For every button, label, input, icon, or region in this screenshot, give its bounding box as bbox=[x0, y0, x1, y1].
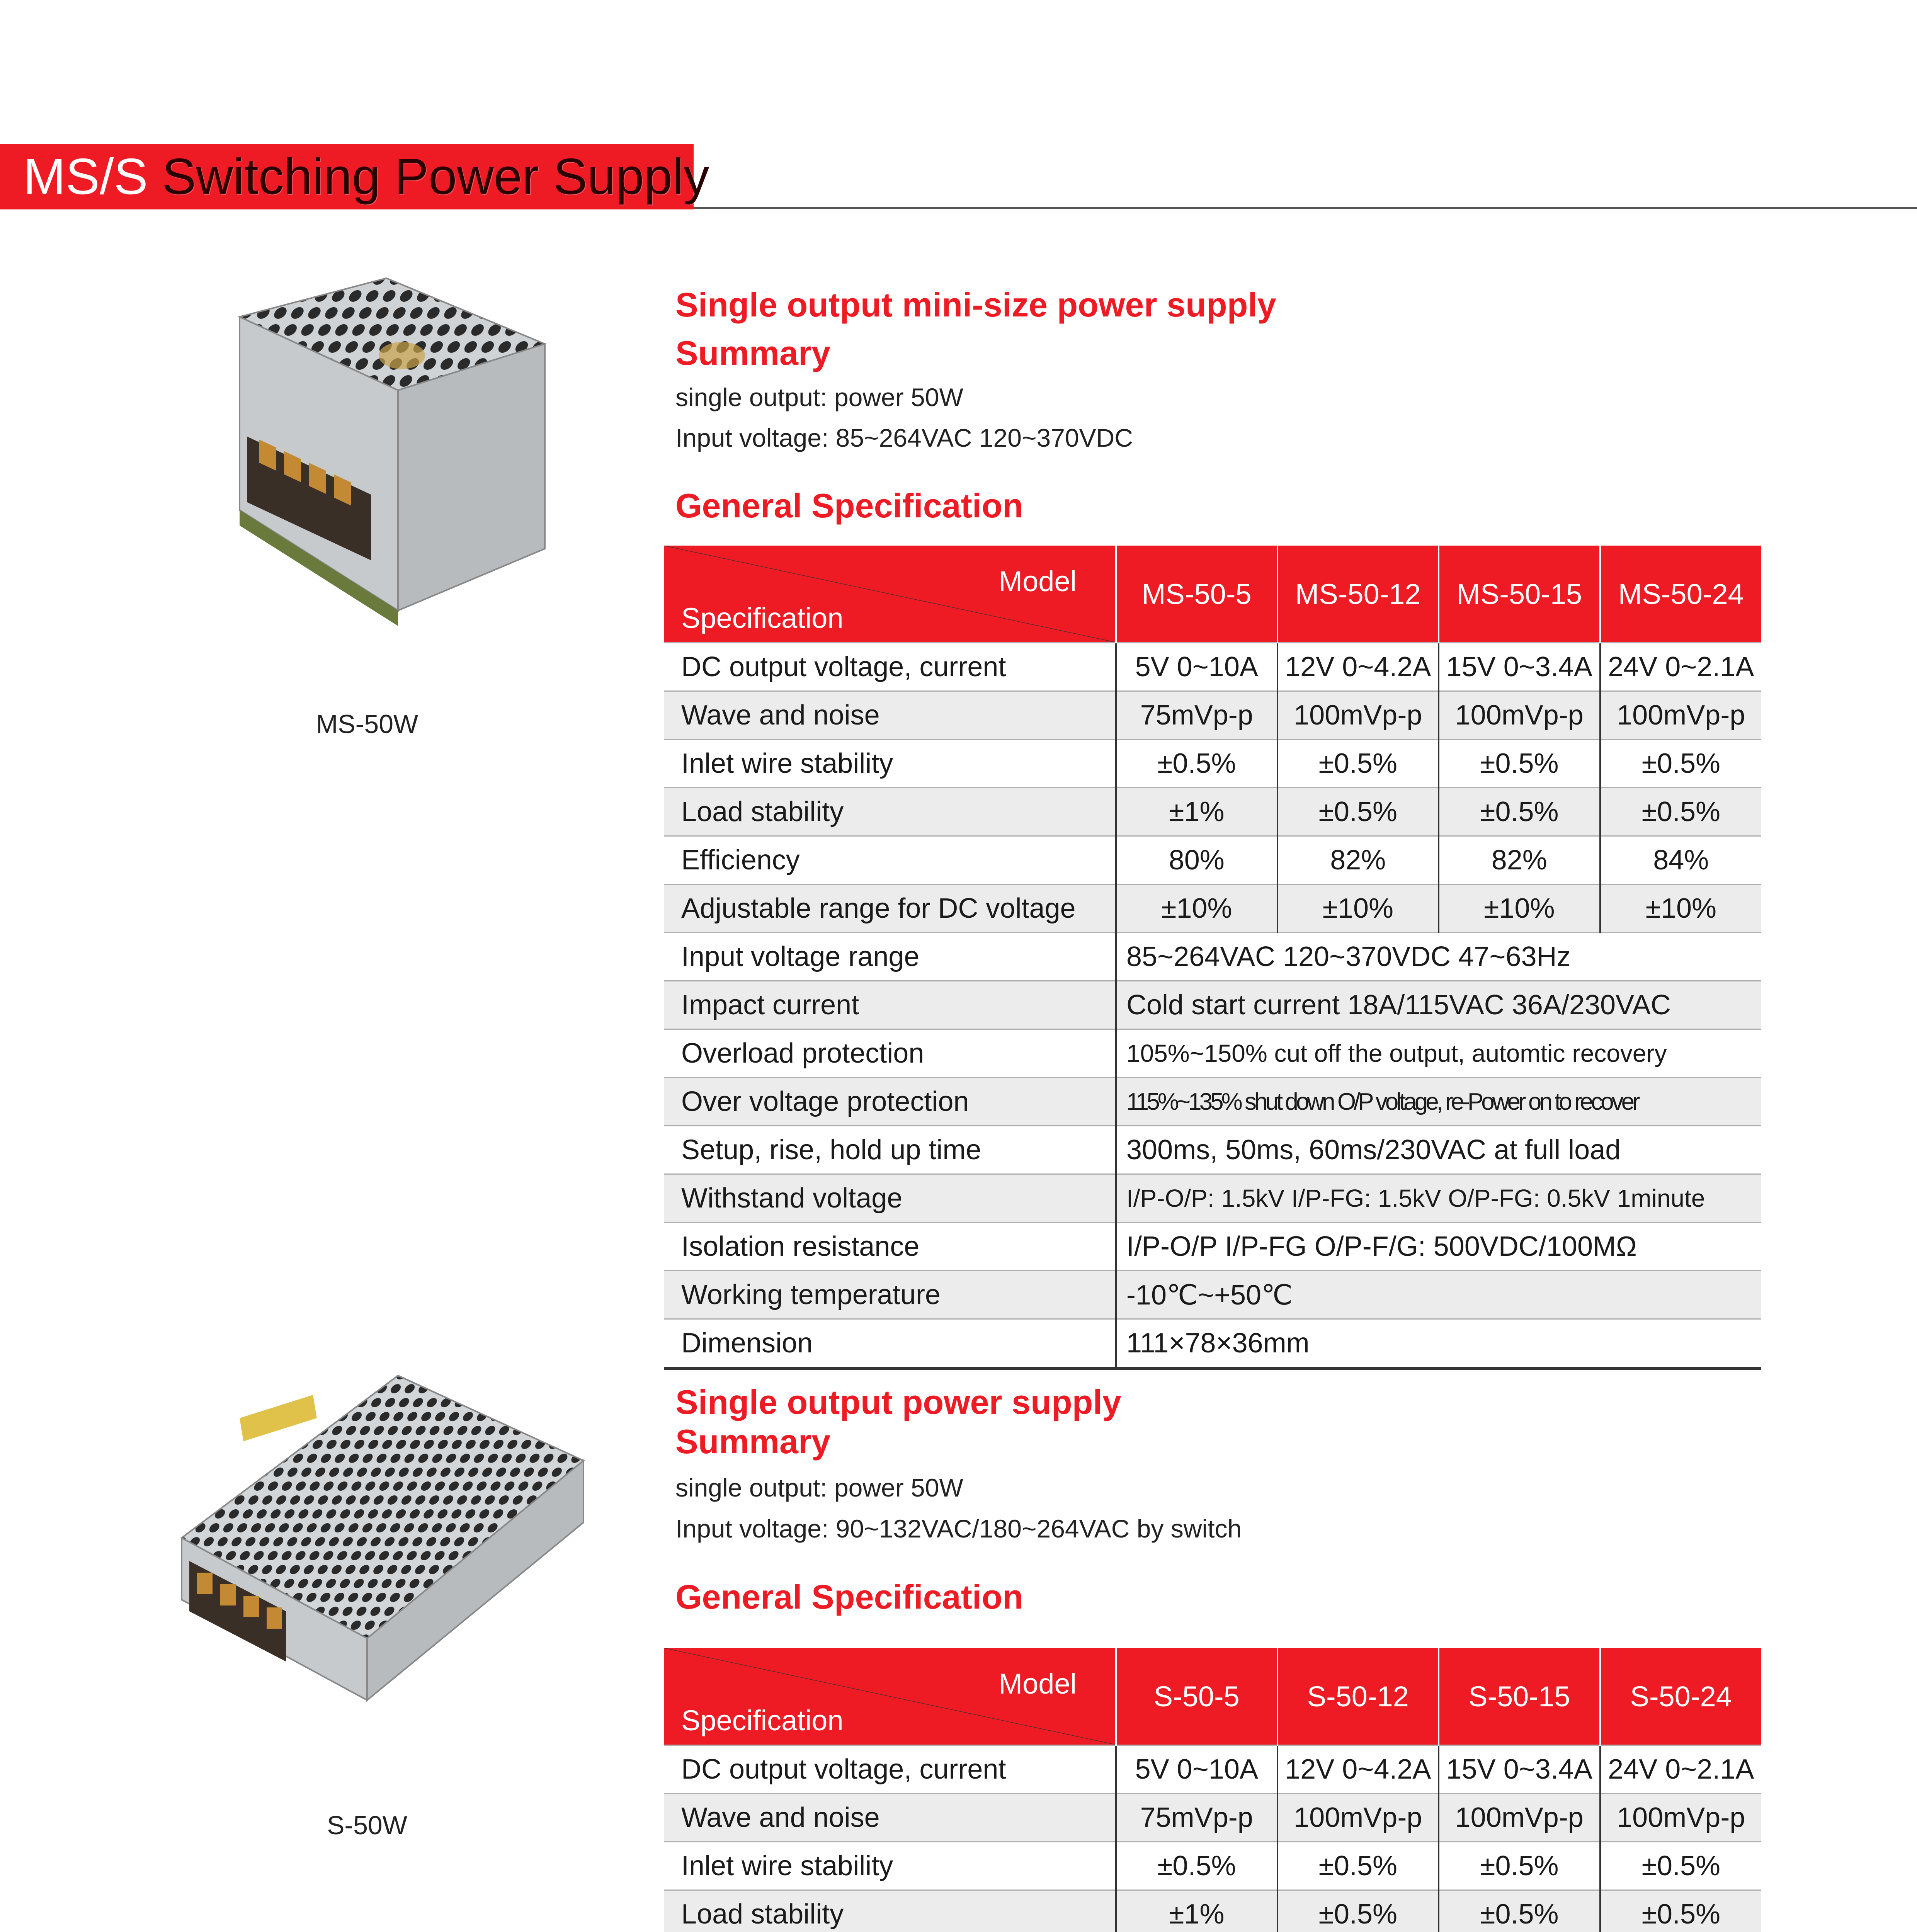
cell-value: ±0.5% bbox=[1116, 740, 1277, 788]
model-header: S-50-15 bbox=[1439, 1648, 1600, 1745]
cell-value: 12V 0~4.2A bbox=[1277, 1745, 1439, 1794]
ms-section-heading: Single output mini-size power supply bbox=[675, 286, 1276, 324]
cell-value: 100mVp-p bbox=[1600, 1794, 1762, 1842]
s-50w-product-image bbox=[147, 1368, 591, 1708]
cell-value: 100mVp-p bbox=[1600, 691, 1762, 740]
cell-value: 105%~150% cut off the output, automtic recovery bbox=[1116, 1029, 1761, 1078]
table-row bbox=[664, 1319, 1761, 1369]
row-label: DC output voltage, current bbox=[664, 1745, 1116, 1794]
cell-value: ±0.5% bbox=[1439, 1842, 1600, 1890]
cell-value: 82% bbox=[1439, 836, 1600, 884]
cell-value: 111×78×36mm bbox=[1116, 1319, 1761, 1369]
table-row bbox=[664, 1271, 1761, 1319]
cell-value: ±1% bbox=[1116, 1890, 1277, 1932]
row-label: Impact current bbox=[664, 981, 1116, 1029]
table-row bbox=[664, 884, 1761, 933]
row-label: Isolation resistance bbox=[664, 1223, 1116, 1271]
cell-value: ±0.5% bbox=[1439, 740, 1600, 788]
cell-value: 115%~135% shut down O/P voltage, re-Power on to recover bbox=[1116, 1078, 1761, 1126]
cell-value: 15V 0~3.4A bbox=[1439, 643, 1600, 691]
row-label: Over voltage protection bbox=[664, 1078, 1116, 1126]
cell-value: 85~264VAC 120~370VDC 47~63Hz bbox=[1116, 933, 1761, 981]
table-row bbox=[664, 1794, 1761, 1842]
table-row bbox=[664, 836, 1761, 884]
cell-value: -10℃~+50℃ bbox=[1116, 1271, 1761, 1319]
table-row bbox=[664, 1029, 1761, 1078]
cell-value: ±0.5% bbox=[1277, 788, 1439, 836]
model-header: S-50-12 bbox=[1277, 1648, 1439, 1745]
table-row bbox=[664, 1078, 1761, 1126]
ms-summary-title: Summary bbox=[675, 334, 831, 372]
row-label: Wave and noise bbox=[664, 691, 1116, 740]
cell-value: ±0.5% bbox=[1439, 1890, 1600, 1932]
cell-value: ±10% bbox=[1116, 884, 1277, 933]
ms-50w-label: MS-50W bbox=[316, 709, 418, 739]
header-model-label: Model bbox=[998, 565, 1077, 597]
row-label: Setup, rise, hold up time bbox=[664, 1126, 1116, 1174]
cell-value: 100mVp-p bbox=[1277, 1794, 1439, 1842]
table-header-row bbox=[664, 546, 1761, 643]
cell-value: ±0.5% bbox=[1277, 1842, 1439, 1890]
cell-value: ±0.5% bbox=[1600, 788, 1762, 836]
cell-value: Cold start current 18A/115VAC 36A/230VAC bbox=[1116, 981, 1761, 1029]
cell-value: 100mVp-p bbox=[1439, 1794, 1600, 1842]
header-model-label: Model bbox=[998, 1668, 1077, 1700]
row-label: Load stability bbox=[664, 1890, 1116, 1932]
cell-value: 5V 0~10A bbox=[1116, 1745, 1277, 1794]
row-label: Withstand voltage bbox=[664, 1174, 1116, 1223]
table-row bbox=[664, 1223, 1761, 1271]
model-header: S-50-5 bbox=[1116, 1648, 1277, 1745]
s-summary-line: Input voltage: 90~132VAC/180~264VAC by switch bbox=[675, 1514, 1242, 1543]
ms-spec-title: General Specification bbox=[675, 486, 1023, 525]
banner-rule bbox=[694, 207, 1917, 209]
table-row bbox=[664, 1126, 1761, 1174]
table-row bbox=[664, 981, 1761, 1029]
header-corner-cell bbox=[664, 546, 1116, 643]
table-row bbox=[664, 740, 1761, 788]
table-row bbox=[664, 1842, 1761, 1890]
page-banner bbox=[0, 144, 709, 209]
row-label: Load stability bbox=[664, 788, 1116, 836]
cell-value: 100mVp-p bbox=[1439, 691, 1600, 740]
row-label: Inlet wire stability bbox=[664, 740, 1116, 788]
cell-value: ±0.5% bbox=[1600, 1890, 1762, 1932]
cell-value: 300ms, 50ms, 60ms/230VAC at full load bbox=[1116, 1126, 1761, 1174]
row-label: Wave and noise bbox=[664, 1794, 1116, 1842]
model-header: S-50-24 bbox=[1600, 1648, 1762, 1745]
cell-value: ±1% bbox=[1116, 788, 1277, 836]
banner-prefix: MS/S bbox=[23, 148, 148, 205]
cell-value: 15V 0~3.4A bbox=[1439, 1745, 1600, 1794]
table-row bbox=[664, 1174, 1761, 1223]
header-spec-label: Specification bbox=[681, 1704, 844, 1736]
table-row bbox=[664, 788, 1761, 836]
cell-value: I/P-O/P I/P-FG O/P-F/G: 500VDC/100MΩ bbox=[1116, 1223, 1761, 1271]
cell-value: ±10% bbox=[1600, 884, 1762, 933]
table-row bbox=[664, 1745, 1761, 1794]
cell-value: 100mVp-p bbox=[1277, 691, 1439, 740]
row-label: Overload protection bbox=[664, 1029, 1116, 1078]
s-50w-label: S-50W bbox=[327, 1811, 407, 1840]
cell-value: 84% bbox=[1600, 836, 1762, 884]
table-header-row bbox=[664, 1648, 1761, 1745]
row-label: Inlet wire stability bbox=[664, 1842, 1116, 1890]
model-header: MS-50-15 bbox=[1439, 546, 1600, 643]
ms-summary-line: single output: power 50W bbox=[675, 383, 963, 412]
model-header: MS-50-12 bbox=[1277, 546, 1439, 643]
table-row bbox=[664, 933, 1761, 981]
cell-value: ±10% bbox=[1277, 884, 1439, 933]
cell-value: 5V 0~10A bbox=[1116, 643, 1277, 691]
row-label: Input voltage range bbox=[664, 933, 1116, 981]
table-row bbox=[664, 1890, 1761, 1932]
header-spec-label: Specification bbox=[681, 602, 844, 634]
cell-value: ±10% bbox=[1439, 884, 1600, 933]
s-spec-title: General Specification bbox=[675, 1578, 1023, 1616]
cell-value: I/P-O/P: 1.5kV I/P-FG: 1.5kV O/P-FG: 0.5kV 1minute bbox=[1116, 1174, 1761, 1223]
cell-value: 24V 0~2.1A bbox=[1600, 1745, 1762, 1794]
cell-value: 80% bbox=[1116, 836, 1277, 884]
s-section-heading: Single output power supply bbox=[675, 1383, 1121, 1421]
cell-value: 24V 0~2.1A bbox=[1600, 643, 1762, 691]
header-corner-cell bbox=[664, 1648, 1116, 1745]
row-label: Efficiency bbox=[664, 836, 1116, 884]
cell-value: 75mVp-p bbox=[1116, 691, 1277, 740]
s-summary-title: Summary bbox=[675, 1422, 831, 1461]
cell-value: 12V 0~4.2A bbox=[1277, 643, 1439, 691]
s-spec-table bbox=[664, 1648, 1761, 1932]
cell-value: ±0.5% bbox=[1439, 788, 1600, 836]
ms-spec-table bbox=[664, 546, 1761, 1370]
cell-value: ±0.5% bbox=[1600, 740, 1762, 788]
table-row bbox=[664, 691, 1761, 740]
model-header: MS-50-5 bbox=[1116, 546, 1277, 643]
ms-summary-line: Input voltage: 85~264VAC 120~370VDC bbox=[675, 423, 1133, 452]
row-label: Dimension bbox=[664, 1319, 1116, 1369]
table-row bbox=[664, 643, 1761, 691]
cell-value: ±0.5% bbox=[1116, 1842, 1277, 1890]
ms-50w-product-image bbox=[170, 270, 564, 634]
cell-value: 75mVp-p bbox=[1116, 1794, 1277, 1842]
cell-value: 82% bbox=[1277, 836, 1439, 884]
cell-value: ±0.5% bbox=[1277, 1890, 1439, 1932]
s-summary-line: single output: power 50W bbox=[675, 1473, 963, 1502]
model-header: MS-50-24 bbox=[1600, 546, 1762, 643]
cell-value: ±0.5% bbox=[1600, 1842, 1762, 1890]
row-label: DC output voltage, current bbox=[664, 643, 1116, 691]
banner-title: Switching Power Supply bbox=[162, 148, 709, 205]
cell-value: ±0.5% bbox=[1277, 740, 1439, 788]
row-label: Working temperature bbox=[664, 1271, 1116, 1319]
row-label: Adjustable range for DC voltage bbox=[664, 884, 1116, 933]
